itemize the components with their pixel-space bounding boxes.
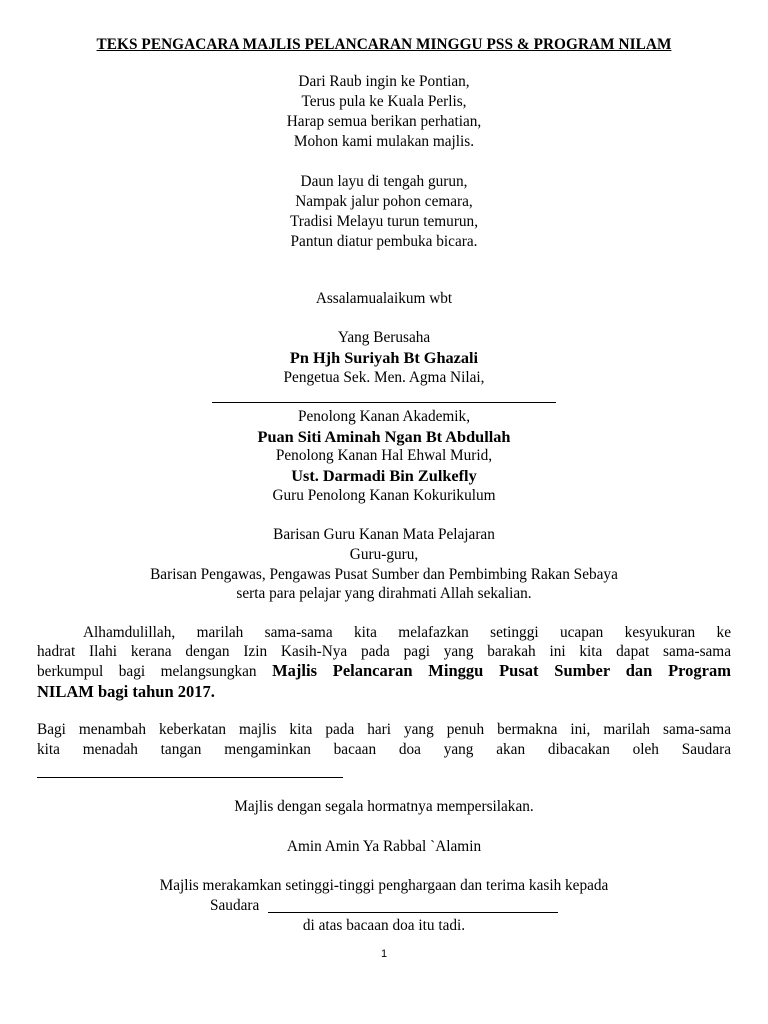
principal-title: Pengetua Sek. Men. Agma Nilai, [283,369,485,386]
paragraph-line: hadrat Ilahi kerana dengan Izin Kasih-Nya pada pagi yang barakah ini kita dapat sama-sama [37,643,731,660]
pk-hem-name: Ust. Darmadi Bin Zulkefly [291,466,477,485]
paragraph-line: Alhamdulillah, marilah sama-sama kita melafazkan setinggi ucapan kesyukuran ke [83,624,731,641]
blank-line [212,402,556,403]
paragraph-line [37,661,731,682]
pantun-line: Harap semua berikan perhatian, [286,113,482,130]
blank-line [37,777,343,778]
honorific-line: Penolong Kanan Akademik, [297,408,471,425]
paragraph-text: berkumpul bagi melangsungkan [37,663,273,680]
invite-line: Majlis dengan segala hormatnya mempersilakan. [234,798,534,815]
greeting: Assalamualaikum wbt [315,290,453,307]
audience-line: Guru-guru, [349,546,419,563]
principal-name: Pn Hjh Suriyah Bt Ghazali [289,348,479,367]
event-name: Majlis Pelancaran Minggu Pusat Sumber dan Program [272,661,732,680]
amin-line: Amin Amin Ya Rabbal `Alamin [286,838,482,855]
event-name-cont: NILAM bagi tahun 2017. [37,682,215,701]
honorific-line: Guru Penolong Kanan Kokurikulum [272,487,496,504]
pantun-line: Pantun diatur pembuka bicara. [290,233,478,250]
pantun-line: Tradisi Melayu turun temurun, [289,213,479,230]
honorific-line: Penolong Kanan Hal Ehwal Murid, [275,447,493,464]
audience-line: Barisan Guru Kanan Mata Pelajaran [273,526,495,543]
honorific-line: Yang Berusaha [337,329,431,346]
audience-line: Barisan Pengawas, Pengawas Pusat Sumber dan Pembimbing Rakan Sebaya [150,566,618,583]
pantun-line: Daun layu di tengah gurun, [300,173,468,190]
paragraph-line: kita menadah tangan mengaminkan bacaan doa yang akan dibacakan oleh Saudara [37,741,731,758]
thanks-line: di atas bacaan doa itu tadi. [302,917,466,934]
page-number: 1 [380,948,388,960]
pantun-line: Terus pula ke Kuala Perlis, [301,93,467,110]
pantun-line: Dari Raub ingin ke Pontian, [298,73,470,90]
saudara-label: Saudara [210,897,260,914]
paragraph-line: Bagi menambah keberkatan majlis kita pada hari yang penuh bermakna ini, marilah sama-sama [37,721,731,738]
pk-akademik-name: Puan Siti Aminah Ngan Bt Abdullah [257,427,511,446]
audience-line: serta para pelajar yang dirahmati Allah sekalian. [236,585,532,602]
thanks-saudara [210,896,259,916]
document-title: TEKS PENGACARA MAJLIS PELANCARAN MINGGU PSS & PROGRAM NILAM [96,36,672,53]
pantun-line: Mohon kami mulakan majlis. [293,133,475,150]
pantun-line: Nampak jalur pohon cemara, [295,193,473,210]
blank-line [268,912,558,913]
thanks-line: Majlis merakamkan setinggi-tinggi penghargaan dan terima kasih kepada [159,877,609,894]
